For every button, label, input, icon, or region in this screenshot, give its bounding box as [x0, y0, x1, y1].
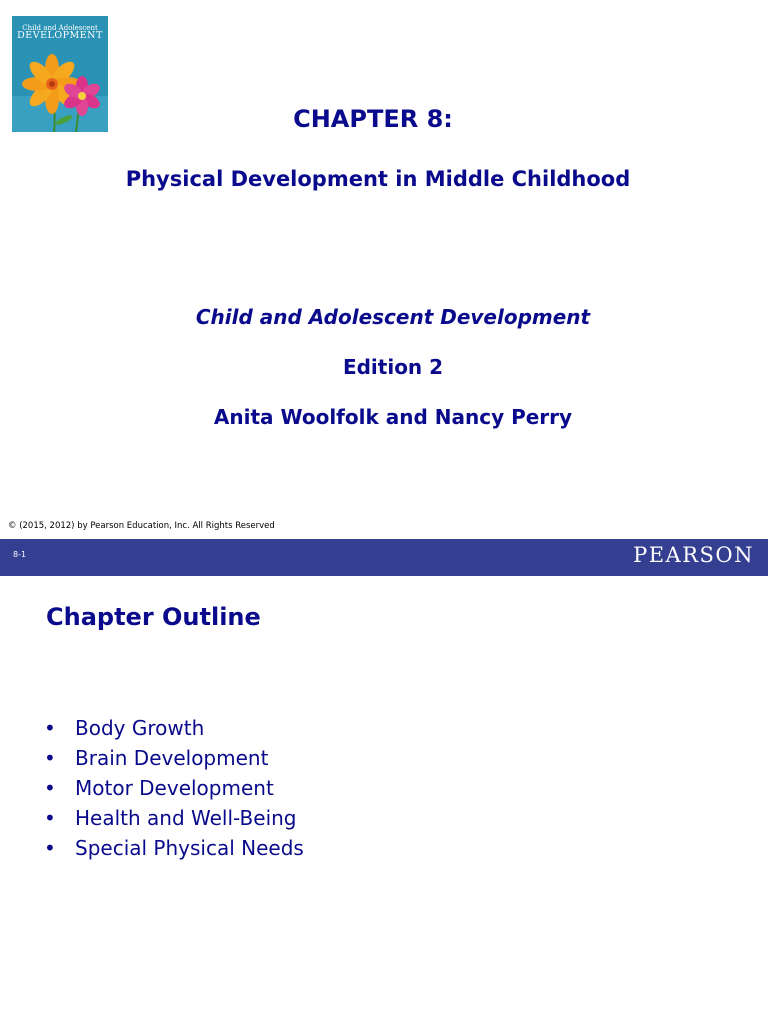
cover-title: [12, 24, 108, 40]
slide-number: 8-1: [13, 550, 27, 559]
list-item-label: Brain Development: [75, 746, 269, 770]
list-item: [44, 743, 304, 773]
list-item: [44, 713, 304, 743]
bullet-icon: •: [44, 806, 56, 830]
authors-label: Anita Woolfolk and Nancy Perry: [213, 405, 573, 429]
bullet-icon: •: [44, 836, 56, 860]
list-item: [44, 773, 304, 803]
bullet-icon: •: [44, 776, 56, 800]
bullet-icon: •: [44, 716, 56, 740]
edition-label: Edition 2: [342, 355, 444, 379]
list-item: [44, 803, 304, 833]
list-item: [44, 833, 304, 863]
pearson-logo: PEARSON: [633, 543, 754, 567]
cover-title-line1: Child and Adolescent: [22, 24, 98, 32]
copyright-notice: © (2015, 2012) by Pearson Education, Inc. All Rights Reserved: [8, 521, 275, 531]
chapter-subtitle: Physical Development in Middle Childhood: [125, 167, 631, 191]
book-title: Child and Adolescent Development: [195, 305, 591, 329]
list-item-label: Special Physical Needs: [75, 836, 304, 860]
list-item-label: Motor Development: [75, 776, 274, 800]
chapter-heading: CHAPTER 8:: [293, 105, 453, 133]
cover-title-line2: DEVELOPMENT: [17, 30, 103, 41]
slide-footer-bar: [0, 539, 768, 576]
outline-slide: [0, 576, 768, 1024]
outline-title: Chapter Outline: [46, 603, 261, 631]
outline-list: [44, 713, 304, 863]
list-item-label: Body Growth: [75, 716, 205, 740]
list-item-label: Health and Well-Being: [75, 806, 297, 830]
bullet-icon: •: [44, 746, 56, 770]
